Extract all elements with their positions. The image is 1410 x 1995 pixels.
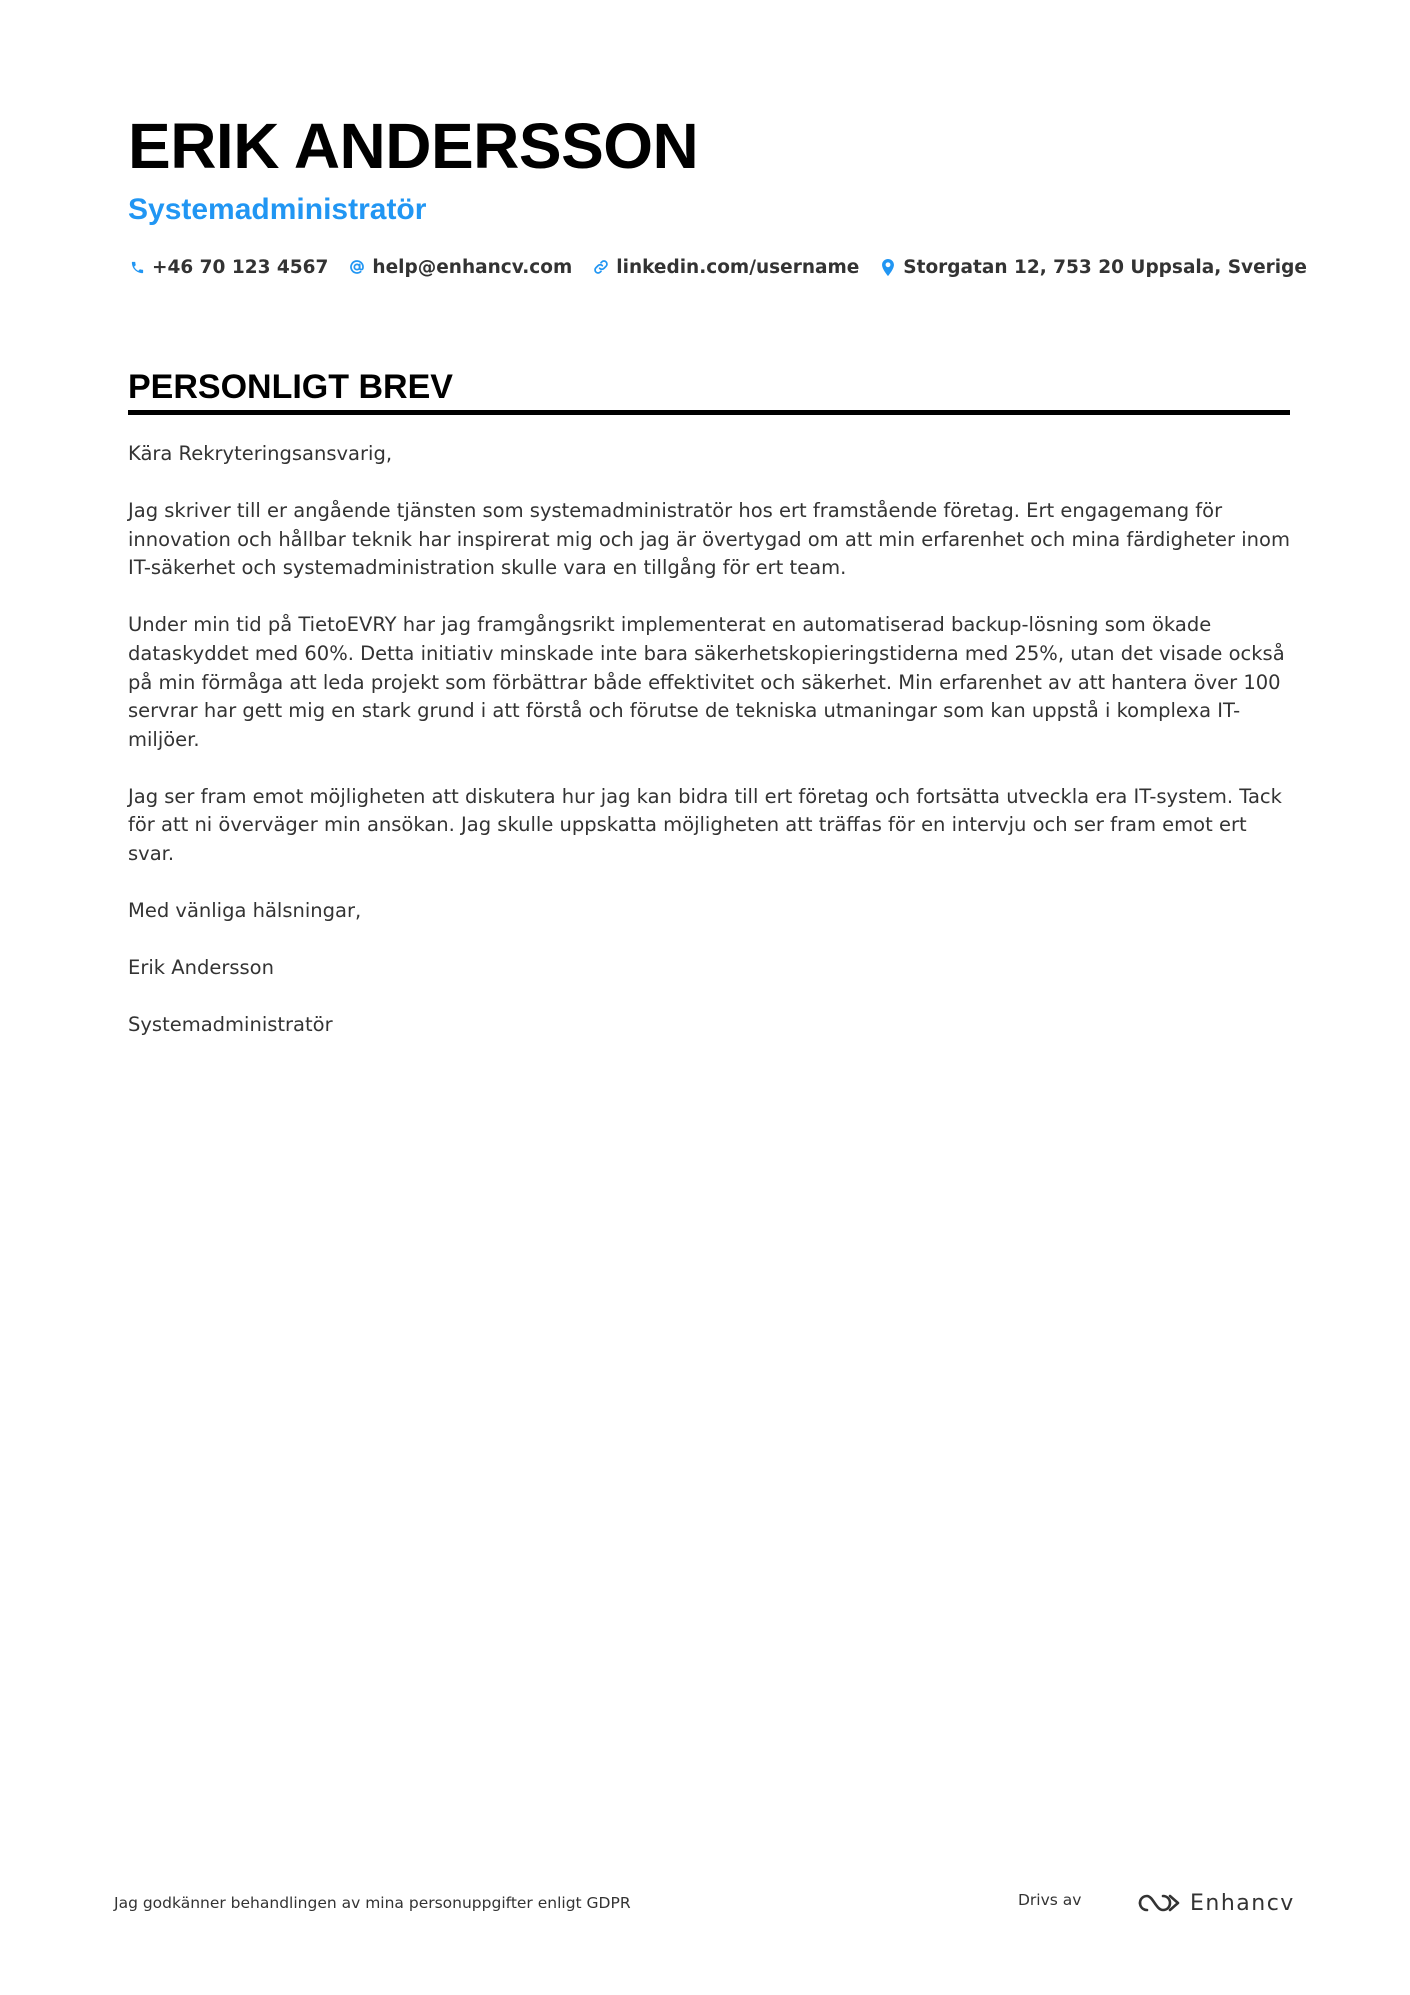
section-divider: [128, 410, 1290, 415]
link-icon: [592, 258, 610, 276]
contact-address: [879, 257, 1307, 278]
contact-bar: [128, 252, 1327, 282]
contact-email: [348, 257, 572, 278]
powered-by-label: Drivs av: [1018, 1891, 1082, 1909]
at-icon: [348, 258, 366, 276]
letter-closing: Med vänliga hälsningar,: [128, 899, 362, 923]
contact-linkedin: [592, 257, 859, 278]
applicant-role: Systemadministratör: [128, 193, 427, 226]
enhancv-logo[interactable]: [1136, 1888, 1295, 1918]
location-pin-icon: [879, 258, 897, 276]
gdpr-consent-text: Jag godkänner behandlingen av mina personuppgifter enligt GDPR: [114, 1894, 631, 1912]
signature-name: Erik Andersson: [128, 956, 274, 980]
letter-greeting: Kära Rekryteringsansvarig,: [128, 442, 393, 465]
enhancv-logo-text: Enhancv: [1190, 1890, 1295, 1916]
contact-phone-text[interactable]: +46 70 123 4567: [152, 256, 329, 278]
enhancv-logo-icon: [1136, 1891, 1182, 1915]
contact-phone: [128, 257, 328, 278]
applicant-name: ERIK ANDERSSON: [128, 110, 699, 182]
contact-linkedin-text[interactable]: linkedin.com/username: [616, 256, 860, 278]
letter-paragraph: Jag skriver till er angående tjänsten som systemadministratör hos ert framstående företag. Ert engagemang för innovation och hållbar teknik har inspirerat mig och jag är övertygad om att min erfarenhet och mina färdigheter inom IT-säkerhet och systemadministration skulle vara en tillgång för ert team.: [128, 499, 1290, 580]
contact-email-text[interactable]: help@enhancv.com: [372, 256, 573, 278]
letter-paragraph: Jag ser fram emot möjligheten att diskutera hur jag kan bidra till ert företag och fortsätta utveckla era IT-system. Tack för att ni överväger min ansökan. Jag skulle uppskatta möjligheten att träffas för en intervju och ser fram emot ert svar.: [128, 784, 1282, 866]
contact-address-text: Storgatan 12, 753 20 Uppsala, Sverige: [903, 256, 1307, 278]
phone-icon: [128, 258, 146, 276]
letter-paragraph: Under min tid på TietoEVRY har jag framgångsrikt implementerat en automatiserad backup-lösning som ökade dataskyddet med 60%. Detta initiativ minskade inte bara säkerhetskopieringstiderna med 25%, utan det visade också på min förmåga att leda projekt som förbättrar både effektivitet och säkerhet. Min erfarenhet av att hantera över 100 servrar har gett mig en stark grund i att förstå och förutse de tekniska utmaningar som kan uppstå i komplexa IT-miljöer.: [128, 613, 1285, 751]
letter-body: [128, 440, 1293, 1068]
section-title: PERSONLIGT BREV: [128, 368, 453, 406]
signature-title: Systemadministratör: [128, 1013, 333, 1037]
